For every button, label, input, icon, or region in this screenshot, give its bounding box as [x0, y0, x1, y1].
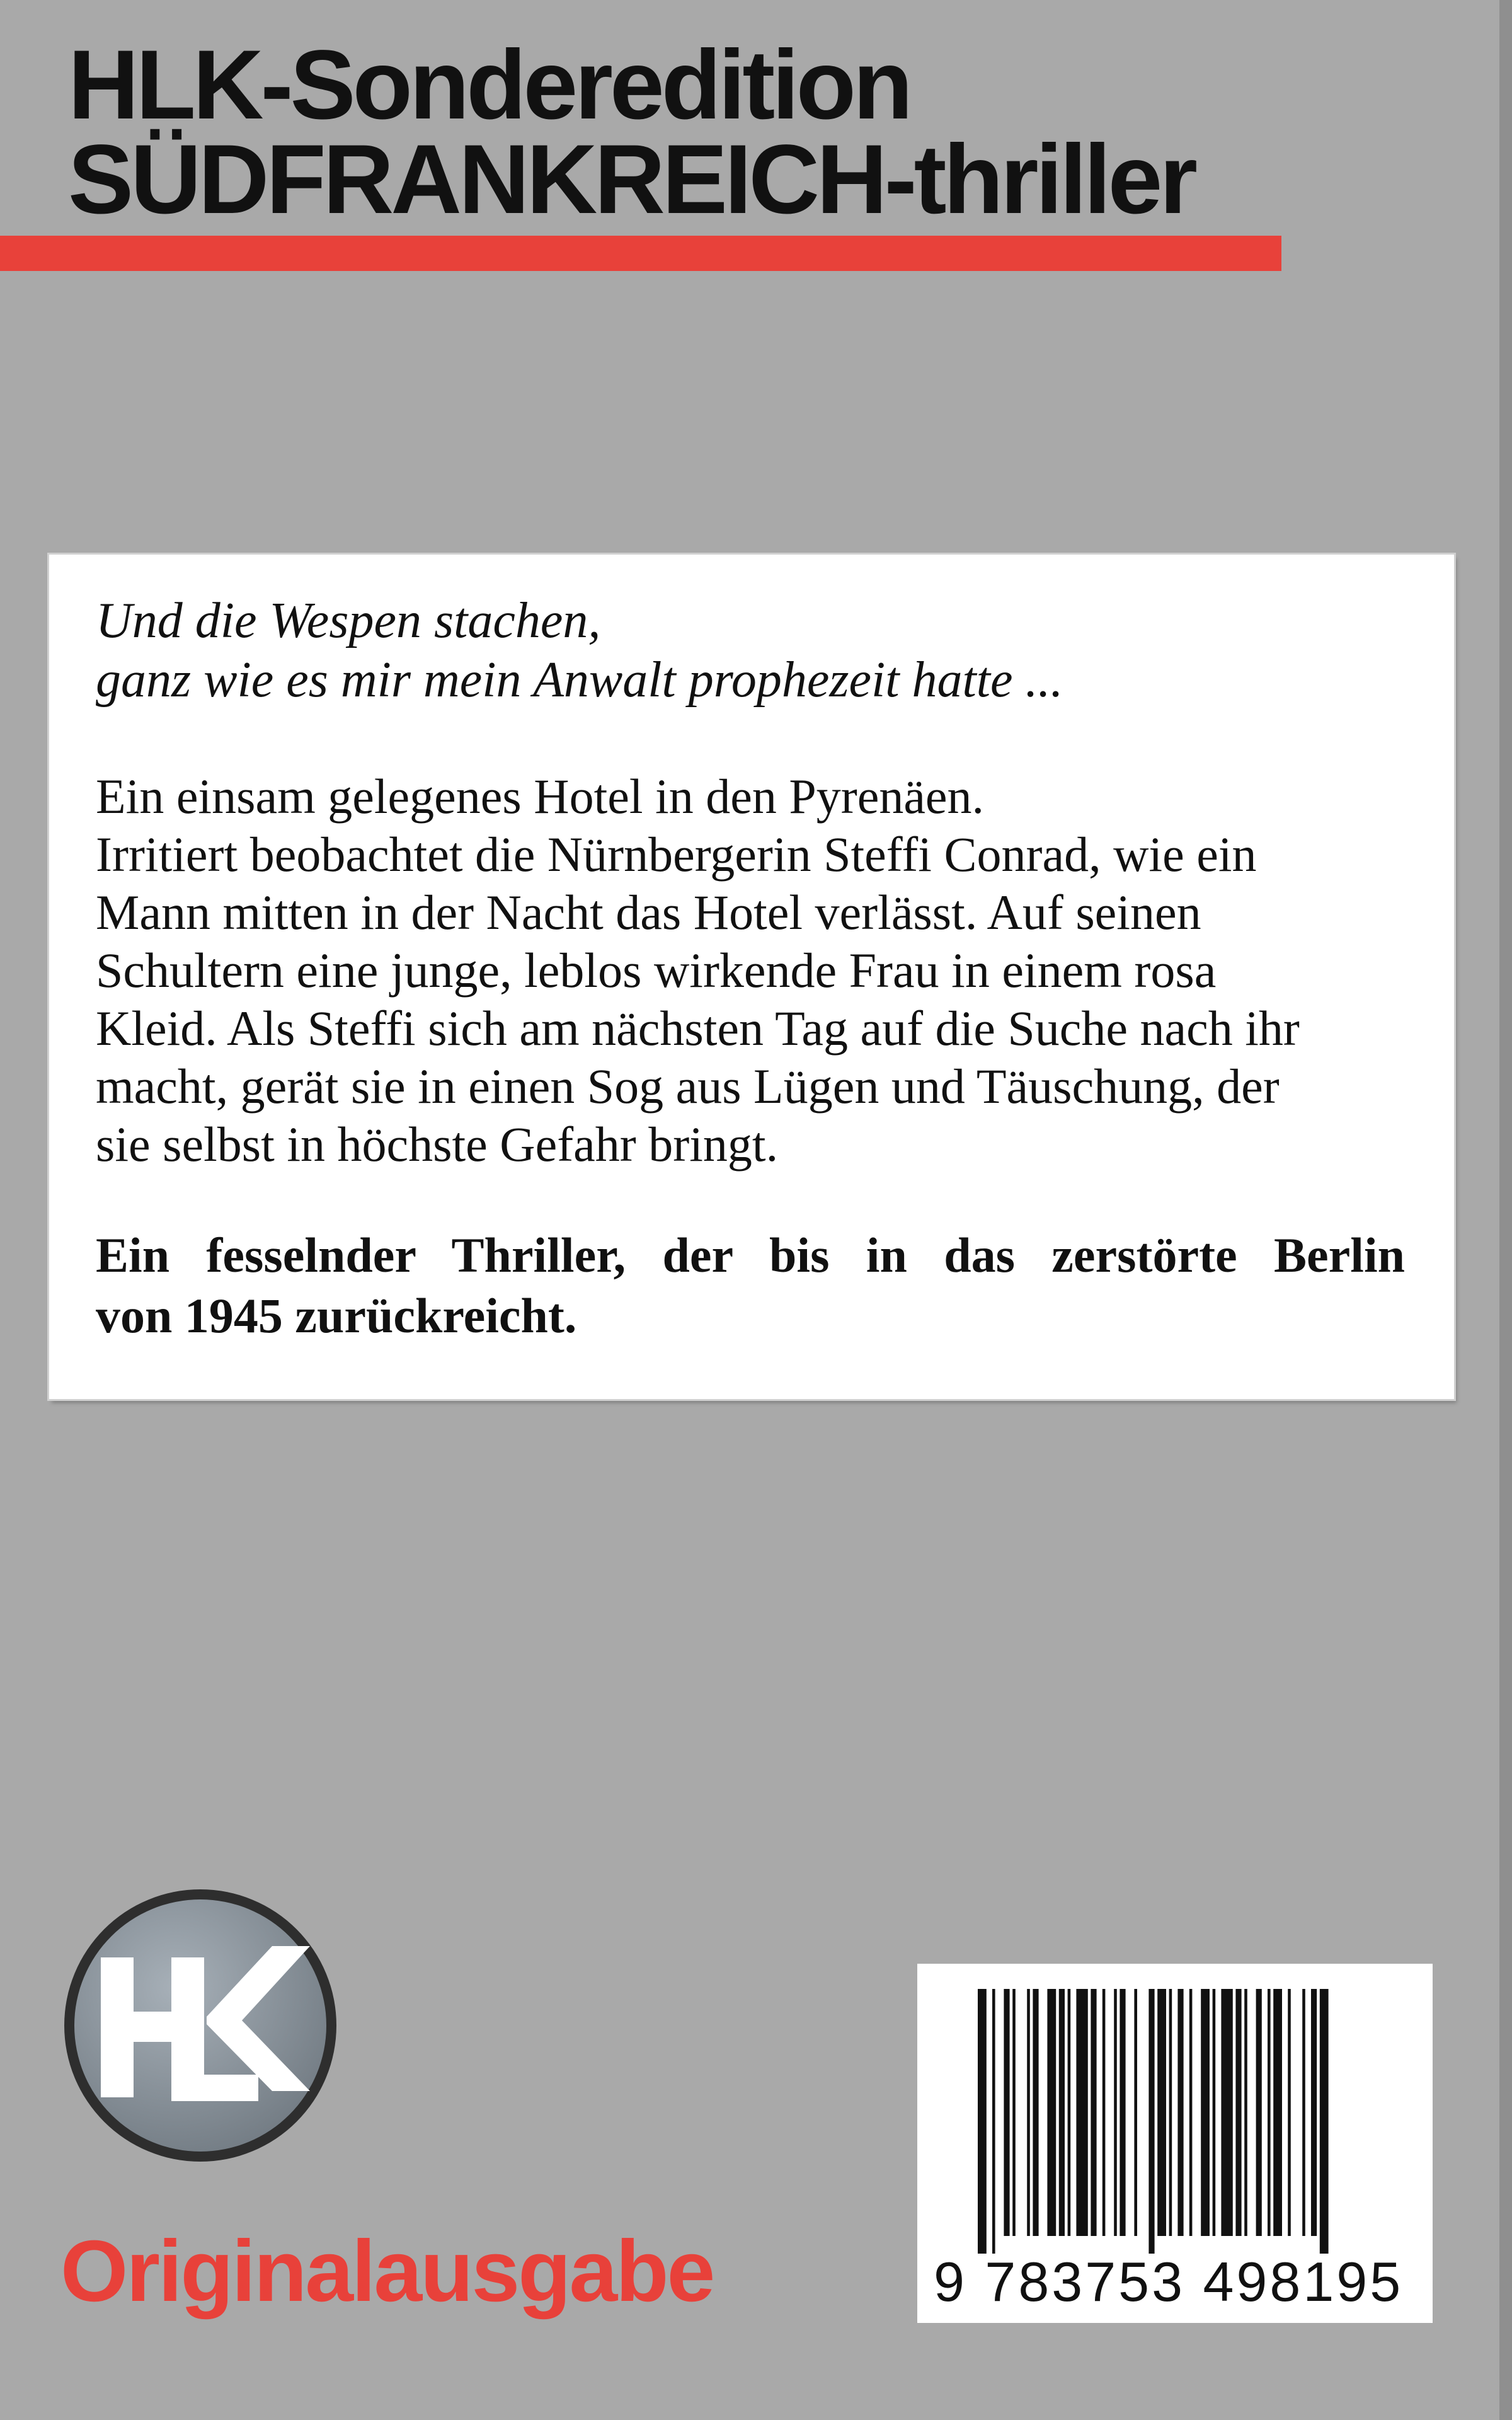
barcode-bar	[1320, 1989, 1329, 2254]
hlk-publisher-logo	[58, 1883, 343, 2168]
barcode-bar	[992, 1989, 995, 2254]
barcode-bar	[1302, 1989, 1305, 2236]
barcode-bar	[1102, 1989, 1106, 2236]
barcode-bar	[1244, 1989, 1247, 2236]
barcode-bar	[1201, 1989, 1210, 2236]
barcode-bar	[1221, 1989, 1232, 2236]
barcode-bar	[1189, 1989, 1193, 2236]
body-line: Ein einsam gelegenes Hotel in den Pyrenäen.	[96, 769, 985, 824]
barcode-bar	[1047, 1989, 1056, 2236]
accent-bar	[0, 236, 1281, 271]
barcode-bar	[1134, 1989, 1137, 2236]
barcode-bar	[1068, 1989, 1071, 2236]
barcode-bar	[1268, 1989, 1271, 2236]
barcode-bar	[1120, 1989, 1125, 2236]
body-line: sie selbst in höchste Gefahr bringt.	[96, 1117, 779, 1172]
blurb-quote	[96, 591, 1405, 710]
cover-edge	[1499, 0, 1512, 2420]
barcode-bar	[1213, 1989, 1216, 2236]
body-line: Schultern eine junge, leblos wirkende Frau in einem rosa	[96, 943, 1217, 998]
barcode-bar	[1273, 1989, 1282, 2236]
barcode-bar	[1148, 1989, 1154, 2254]
tagline-line: von 1945 zurückreicht.	[96, 1288, 577, 1343]
blurb-tagline	[96, 1225, 1405, 1346]
barcode-bar	[1235, 1989, 1241, 2236]
blurb-panel	[49, 555, 1454, 1399]
isbn-barcode	[917, 1964, 1433, 2323]
barcode-bar	[1256, 1989, 1262, 2236]
series-subtitle: SÜDFRANKREICH-thriller	[68, 125, 1195, 234]
barcode-bar	[1091, 1989, 1096, 2236]
barcode-bar	[1033, 1989, 1038, 2236]
barcode-bar	[1311, 1989, 1317, 2236]
quote-line: ganz wie es mir mein Anwalt prophezeit hatte ...	[96, 652, 1063, 708]
logo-icon	[58, 1883, 343, 2168]
body-line: macht, gerät sie in einen Sog aus Lügen und Täuschung, der	[96, 1059, 1280, 1114]
edition-label: Originalausgabe	[60, 2223, 714, 2320]
barcode-bar	[1177, 1989, 1183, 2236]
quote-line: Und die Wespen stachen,	[96, 593, 601, 648]
logo-letters: HK	[58, 1883, 59, 1884]
barcode-bar	[978, 1989, 987, 2254]
barcode-bar	[1288, 1989, 1291, 2236]
barcode-bar	[1076, 1989, 1087, 2236]
barcode-bar	[1059, 1989, 1065, 2236]
series-title: HLK-Sonderedition	[68, 30, 910, 140]
body-line: Mann mitten in der Nacht das Hotel verlässt. Auf seinen	[96, 885, 1201, 940]
series-header	[68, 30, 1195, 234]
isbn-number: 9 783753 498195	[934, 2250, 1404, 2313]
barcode-bar	[1012, 1989, 1016, 2236]
barcode-bar	[1027, 1989, 1030, 2236]
barcode-bar	[1004, 1989, 1009, 2236]
barcode-bar	[1114, 1989, 1117, 2236]
barcode-bar	[1157, 1989, 1166, 2236]
body-line: Kleid. Als Steffi sich am nächsten Tag auf die Suche nach ihr	[96, 1001, 1300, 1056]
barcode-bar	[1169, 1989, 1172, 2236]
body-line: Irritiert beobachtet die Nürnbergerin Steffi Conrad, wie ein	[96, 827, 1257, 882]
blurb-body	[96, 768, 1405, 1173]
tagline-line: Ein fesselnder Thriller, der bis in das zerstörte Berlin	[96, 1228, 1405, 1282]
